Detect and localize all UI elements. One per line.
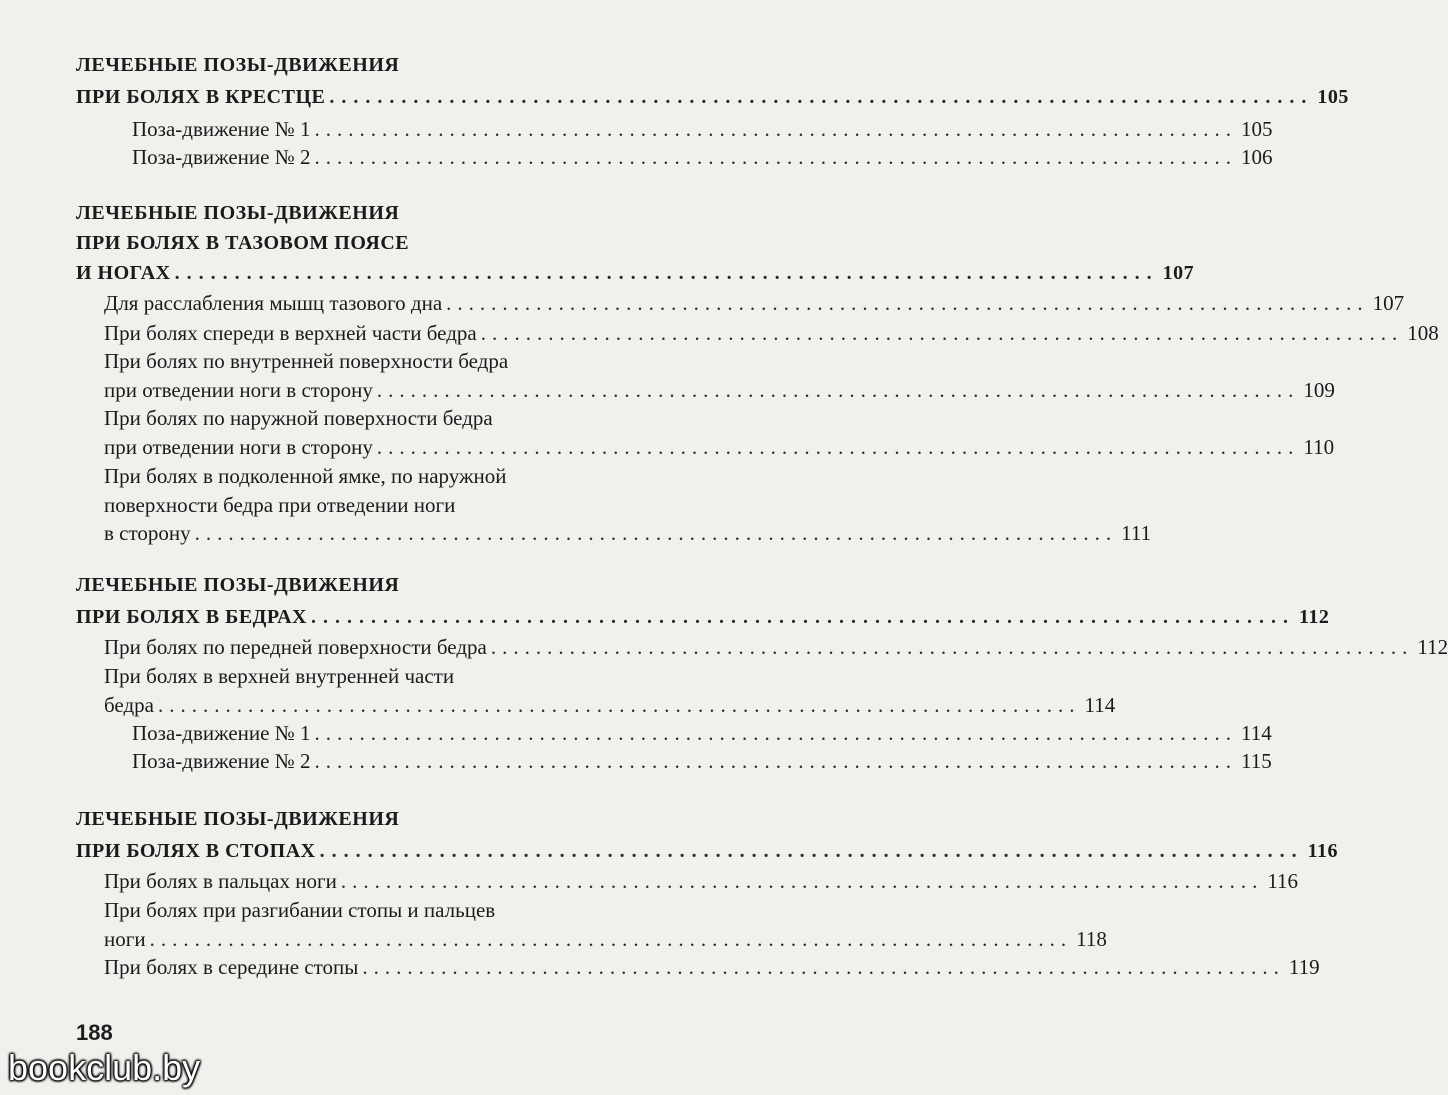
dot-leader: .................................................................................. <box>376 435 1300 459</box>
page-ref: 119 <box>1288 955 1320 979</box>
page-ref: 116 <box>1267 869 1299 893</box>
toc-entry[interactable]: При болях в середине стопы .................................................................................. 119 <box>104 950 678 984</box>
page-ref: 105 <box>1317 86 1349 108</box>
section-title-line: ПРИ БОЛЯХ В ТАЗОВОМ ПОЯСЕ <box>76 232 410 254</box>
page-ref: 118 <box>1076 927 1107 951</box>
page-ref: 109 <box>1303 378 1335 402</box>
dot-leader: .................................................................................. <box>480 321 1404 345</box>
toc-entry[interactable]: при отведении ноги в сторону .................................................................................. 109 <box>104 373 678 407</box>
dot-leader: .................................................................................. <box>446 291 1369 315</box>
page-ref: 110 <box>1303 435 1335 459</box>
page-ref: 114 <box>1084 693 1116 717</box>
dot-leader: .................................................................................. <box>362 955 1285 979</box>
toc-entry[interactable]: При болях в пальцах ноги .................................................................................. 116 <box>104 864 678 898</box>
dot-leader: .................................................................................. <box>157 693 1081 717</box>
dot-leader: .................................................................................. <box>490 635 1414 659</box>
dot-leader: .................................................................................. <box>376 378 1300 402</box>
toc-entry[interactable]: Поза-движение № 2 .................................................................................. 106 <box>132 140 678 174</box>
page-ref: 112 <box>1417 635 1448 659</box>
page-number: 188 <box>76 1020 113 1045</box>
toc-entry[interactable]: при отведении ноги в сторону .................................................................................. 110 <box>104 430 678 464</box>
toc-entry[interactable]: Для расслабления мышц тазового дна .................................................................................. 107 <box>104 286 678 320</box>
section-title-line: ЛЕЧЕБНЫЕ ПОЗЫ-ДВИЖЕНИЯ <box>76 202 400 224</box>
toc-entry[interactable]: При болях по передней поверхности бедра .................................................................................. 112 <box>104 630 678 664</box>
watermark: bookclub.by <box>8 1047 201 1088</box>
toc-entry[interactable]: Поза-движение № 1 .................................................................................. 114 <box>132 716 678 750</box>
page-ref: 112 <box>1298 606 1330 628</box>
section-entry[interactable]: И НОГАХ .................................................................................. 107 <box>76 256 678 290</box>
page-ref: 108 <box>1407 321 1439 345</box>
section-title-line: ЛЕЧЕБНЫЕ ПОЗЫ-ДВИЖЕНИЯ <box>76 574 400 596</box>
toc-entry-line: При болях при разгибании стопы и пальцев <box>104 898 496 922</box>
section-entry[interactable]: ПРИ БОЛЯХ В КРЕСТЦЕ .................................................................................. 105 <box>76 80 678 114</box>
page-ref: 107 <box>1162 262 1195 284</box>
page-ref: 116 <box>1307 840 1339 862</box>
toc-entry-line: При болях по наружной поверхности бедра <box>104 406 493 430</box>
toc-entry-line: поверхности бедра при отведении ноги <box>104 493 456 517</box>
section-entry[interactable]: ПРИ БОЛЯХ В БЕДРАХ .................................................................................. 112 <box>76 600 678 634</box>
page-ref: 114 <box>1241 721 1272 745</box>
dot-leader: .................................................................................. <box>149 927 1073 951</box>
page-ref: 105 <box>1241 117 1273 141</box>
toc-entry[interactable]: в сторону .................................................................................. 111 <box>104 516 678 550</box>
dot-leader: .................................................................................. <box>314 749 1237 773</box>
page-ref: 115 <box>1241 749 1272 773</box>
dot-leader: .................................................................................. <box>329 86 1314 108</box>
toc-entry[interactable]: При болях спереди в верхней части бедра .................................................................................. 108 <box>104 316 678 350</box>
toc-entry-line: При болях в подколенной ямке, по наружной <box>104 464 507 488</box>
dot-leader: .................................................................................. <box>314 145 1237 169</box>
toc-entry[interactable]: ноги .................................................................................. 118 <box>104 922 678 956</box>
section-title-line: ЛЕЧЕБНЫЕ ПОЗЫ-ДВИЖЕНИЯ <box>76 808 400 830</box>
toc-entry[interactable]: Поза-движение № 1 .................................................................................. 105 <box>132 112 678 146</box>
toc-entry[interactable]: бедра .................................................................................. 114 <box>104 688 678 722</box>
toc-entry-line: При болях в верхней внутренней части <box>104 664 455 688</box>
dot-leader: .................................................................................. <box>310 606 1295 628</box>
dot-leader: .................................................................................. <box>314 117 1237 141</box>
page-ref: 106 <box>1241 145 1273 169</box>
page-ref: 111 <box>1121 521 1152 545</box>
page-ref: 107 <box>1372 291 1405 315</box>
dot-leader: .................................................................................. <box>319 840 1304 862</box>
toc-entry-line: При болях по внутренней поверхности бедра <box>104 349 509 373</box>
dot-leader: .................................................................................. <box>340 869 1264 893</box>
dot-leader: .................................................................................. <box>174 262 1159 284</box>
dot-leader: .................................................................................. <box>194 521 1118 545</box>
dot-leader: .................................................................................. <box>314 721 1237 745</box>
section-title-line: ЛЕЧЕБНЫЕ ПОЗЫ-ДВИЖЕНИЯ <box>76 54 400 76</box>
section-entry[interactable]: ПРИ БОЛЯХ В СТОПАХ .................................................................................. 116 <box>76 834 678 868</box>
toc-entry[interactable]: Поза-движение № 2 .................................................................................. 115 <box>132 744 678 778</box>
